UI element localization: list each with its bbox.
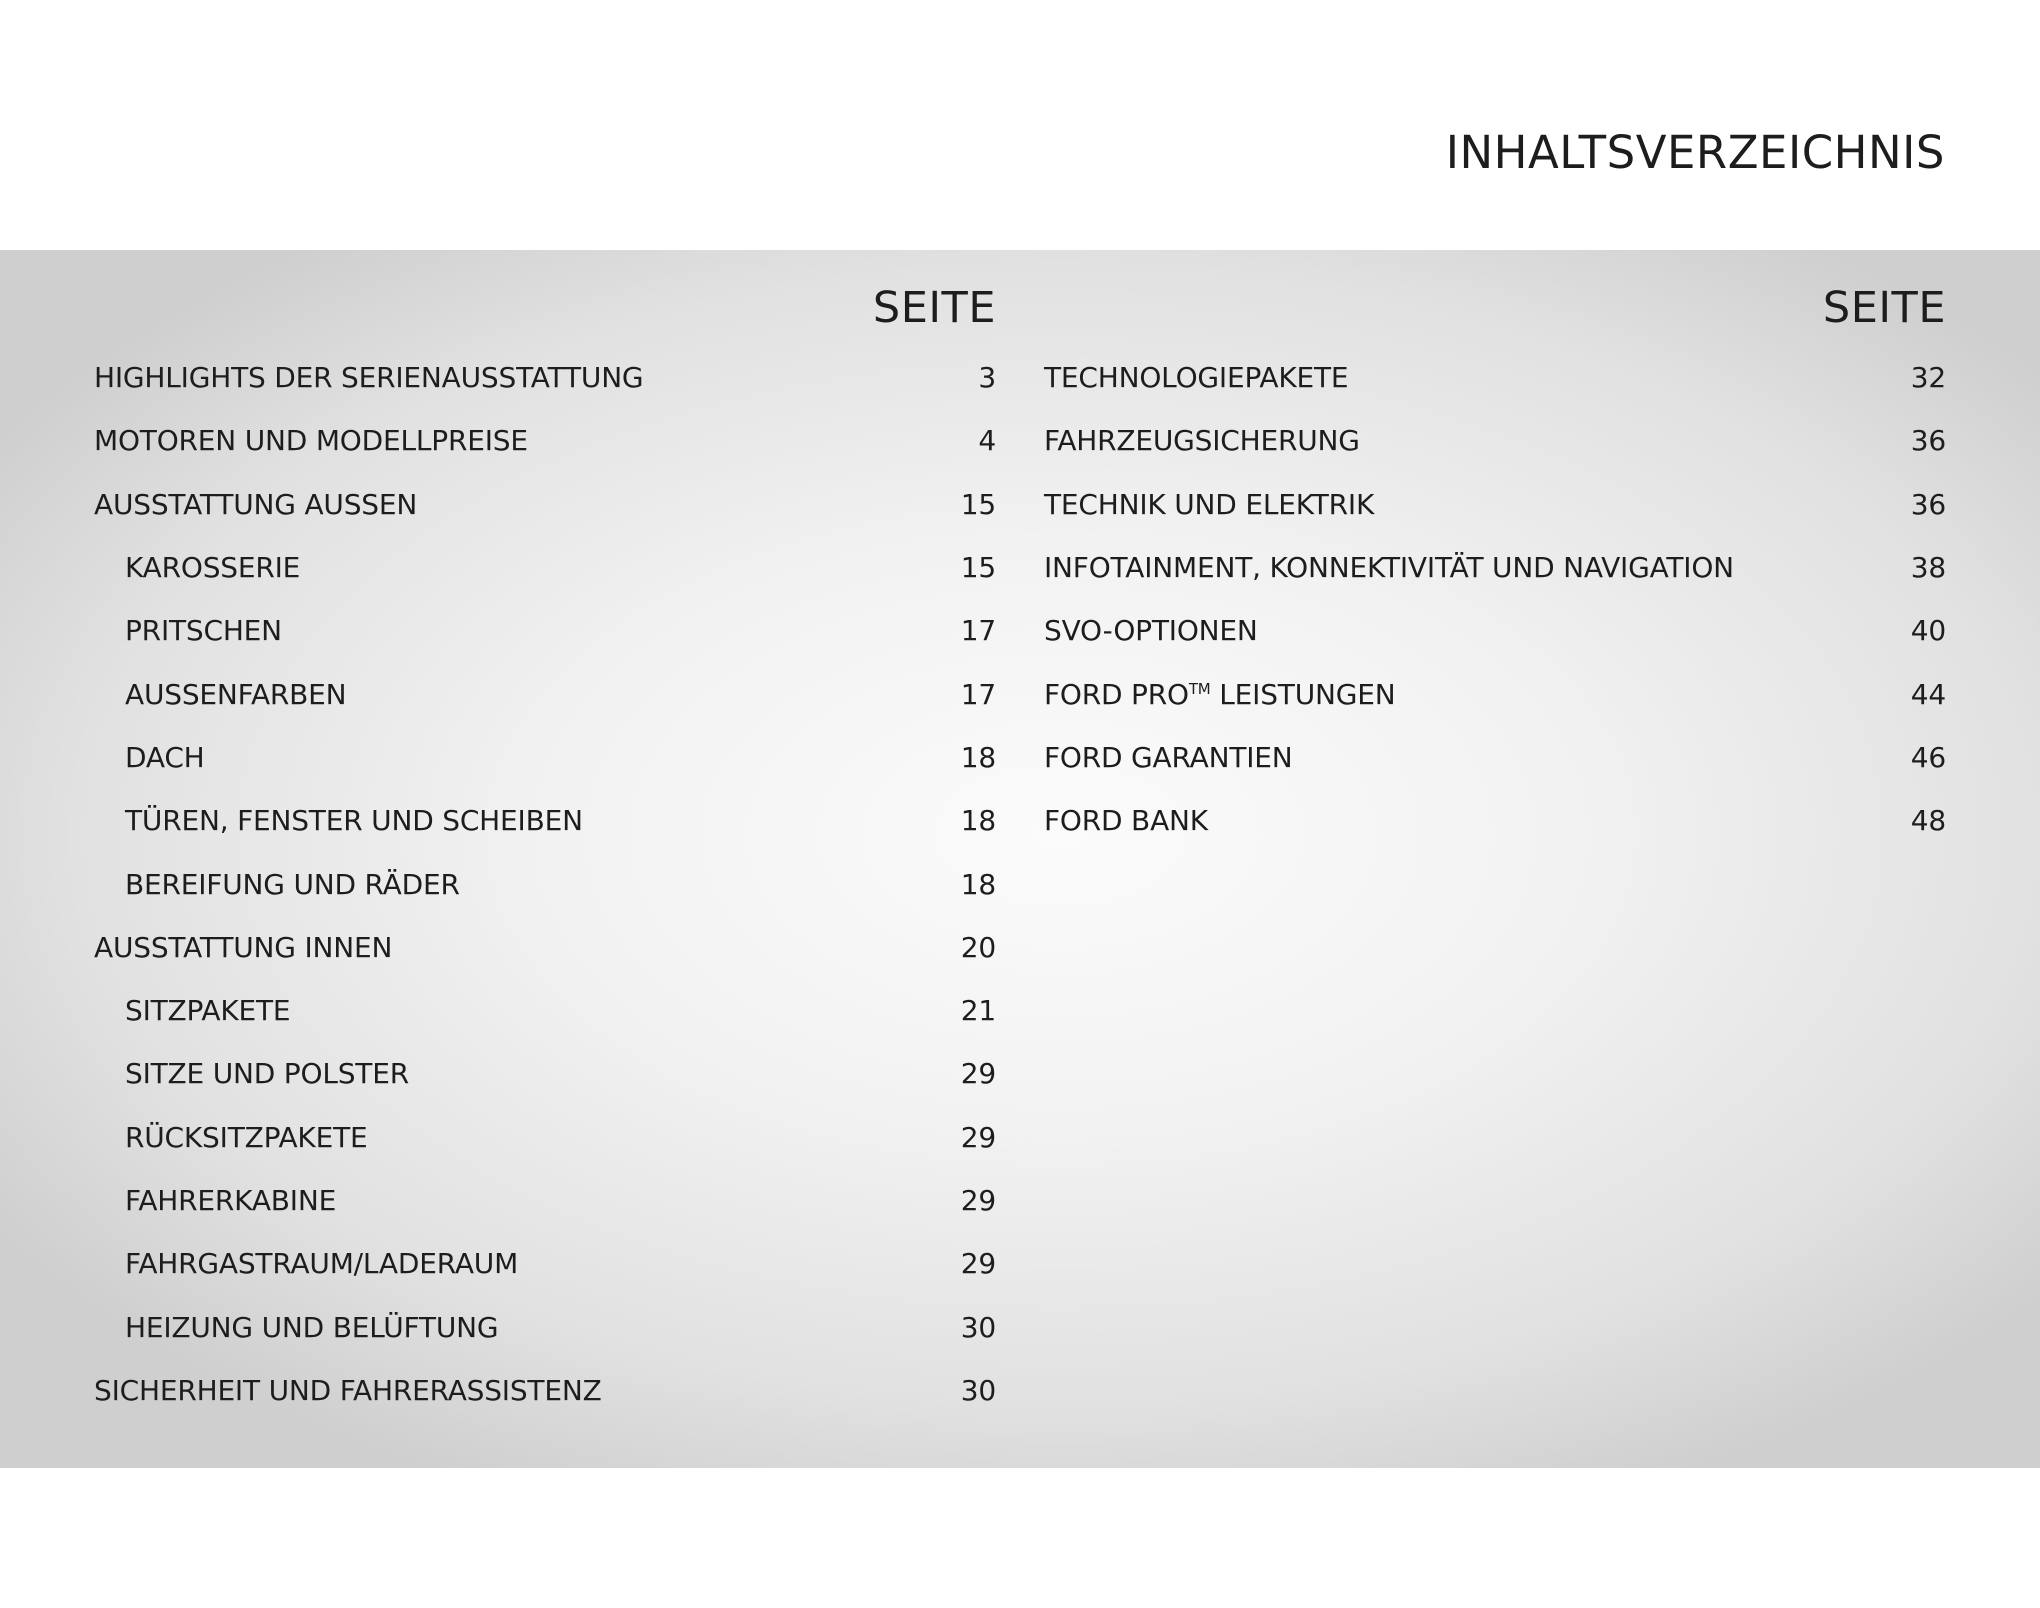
- toc-entry[interactable]: [94, 346, 996, 409]
- toc-entry-label-text: PRITSCHEN: [125, 614, 282, 648]
- toc-entry-label-text: TÜREN, FENSTER UND SCHEIBEN: [125, 804, 583, 838]
- toc-entry-label-text: FORD BANK: [1044, 804, 1208, 838]
- toc-entry[interactable]: [94, 789, 996, 852]
- toc-entry-label-text: BEREIFUNG UND RÄDER: [125, 867, 460, 901]
- toc-panel: [0, 250, 2040, 1468]
- toc-entry-label: [94, 551, 300, 584]
- page-column-header: SEITE: [1822, 283, 1946, 333]
- toc-entry-label-suffix: LEISTUNGEN: [1210, 677, 1396, 711]
- toc-entry-page-number: 29: [960, 1120, 996, 1154]
- page-column-header: SEITE: [872, 283, 996, 333]
- toc-entry-label: [94, 931, 392, 964]
- toc-entry-label: [94, 361, 643, 394]
- toc-entry[interactable]: [94, 1359, 996, 1422]
- toc-entry-label: [1044, 678, 1395, 711]
- toc-entry-page-number: 32: [1910, 361, 1946, 395]
- toc-list-left: [94, 346, 996, 1422]
- toc-entry-page-number: 17: [960, 614, 996, 648]
- toc-entry[interactable]: [94, 1295, 996, 1358]
- toc-entry[interactable]: [94, 979, 996, 1042]
- toc-entry-label-text: TECHNOLOGIEPAKETE: [1044, 361, 1349, 395]
- toc-entry[interactable]: [94, 599, 996, 662]
- toc-entry-label-text: RÜCKSITZPAKETE: [125, 1120, 368, 1154]
- toc-entry-label: [94, 1057, 409, 1090]
- toc-entry-page-number: 15: [960, 487, 996, 521]
- toc-entry[interactable]: [94, 726, 996, 789]
- toc-entry-page-number: 29: [960, 1247, 996, 1281]
- toc-entry-page-number: 38: [1910, 551, 1946, 585]
- toc-entry-label-text: AUSSENFARBEN: [125, 677, 347, 711]
- toc-entry[interactable]: [94, 1042, 996, 1105]
- toc-entry-page-number: 40: [1910, 614, 1946, 648]
- toc-entry-label: [94, 1311, 498, 1344]
- toc-entry-page-number: 36: [1910, 424, 1946, 458]
- toc-entry-page-number: 21: [960, 994, 996, 1028]
- toc-entry-page-number: 3: [978, 361, 996, 395]
- toc-entry[interactable]: [1044, 599, 1946, 662]
- toc-entry-label-text: DACH: [125, 740, 205, 774]
- toc-entry[interactable]: [94, 1232, 996, 1295]
- toc-entry-label: [94, 424, 528, 457]
- toc-entry-label: [94, 1184, 336, 1217]
- toc-entry-page-number: 18: [960, 804, 996, 838]
- toc-entry-label: [1044, 614, 1258, 647]
- toc-entry[interactable]: [94, 409, 996, 472]
- toc-entry[interactable]: [1044, 346, 1946, 409]
- toc-entry-label: [94, 488, 417, 521]
- toc-entry-label: [1044, 804, 1208, 837]
- toc-entry[interactable]: [94, 852, 996, 915]
- toc-entry[interactable]: [1044, 662, 1946, 725]
- toc-entry-label: [94, 741, 205, 774]
- toc-entry[interactable]: [1044, 473, 1946, 536]
- toc-entry-page-number: 18: [960, 740, 996, 774]
- toc-entry-label-text: AUSSTATTUNG INNEN: [94, 930, 393, 964]
- toc-entry-label: [94, 614, 282, 647]
- toc-entry-page-number: 17: [960, 677, 996, 711]
- toc-entry[interactable]: [94, 473, 996, 536]
- trademark-superscript: TM: [1188, 679, 1211, 698]
- toc-list-right: [1044, 346, 1946, 852]
- toc-entry-label-text: SITZPAKETE: [125, 994, 291, 1028]
- toc-entry-label-text: SVO-OPTIONEN: [1044, 614, 1258, 648]
- toc-entry-label-text: TECHNIK UND ELEKTRIK: [1044, 487, 1375, 521]
- toc-entry-label-text: FORD PRO: [1044, 677, 1189, 711]
- toc-entry-label-text: SICHERHEIT UND FAHRERASSISTENZ: [94, 1373, 602, 1407]
- toc-entry-label-text: KAROSSERIE: [125, 551, 301, 585]
- toc-entry-label: [1044, 488, 1374, 521]
- toc-entry-page-number: 36: [1910, 487, 1946, 521]
- toc-entry-label: [1044, 741, 1293, 774]
- toc-entry-page-number: 29: [960, 1184, 996, 1217]
- toc-entry[interactable]: [94, 662, 996, 725]
- toc-entry[interactable]: [1044, 536, 1946, 599]
- toc-entry[interactable]: [1044, 726, 1946, 789]
- toc-entry[interactable]: [94, 1106, 996, 1169]
- toc-entry-page-number: 4: [978, 424, 996, 458]
- toc-entry-label-text: MOTOREN UND MODELLPREISE: [94, 424, 528, 458]
- toc-entry-label-text: SITZE UND POLSTER: [125, 1057, 409, 1091]
- toc-entry-page-number: 15: [960, 551, 996, 585]
- toc-entry-label-text: FAHRERKABINE: [125, 1184, 337, 1217]
- toc-entry-label: [94, 1247, 518, 1280]
- toc-entry-page-number: 30: [960, 1373, 996, 1407]
- toc-entry-label: [94, 868, 460, 901]
- toc-entry-label-text: FAHRGASTRAUM/LADERAUM: [125, 1247, 519, 1281]
- toc-entry-page-number: 44: [1910, 677, 1946, 711]
- toc-entry-page-number: 48: [1910, 804, 1946, 838]
- toc-entry[interactable]: [94, 536, 996, 599]
- toc-entry[interactable]: [94, 1169, 996, 1232]
- toc-entry[interactable]: [1044, 789, 1946, 852]
- toc-entry-label-text: INFOTAINMENT, KONNEKTIVITÄT UND NAVIGATION: [1044, 551, 1734, 585]
- toc-entry[interactable]: [1044, 409, 1946, 472]
- toc-entry-page-number: 46: [1910, 740, 1946, 774]
- toc-entry-label: [94, 1121, 367, 1154]
- toc-entry-label-text: FORD GARANTIEN: [1044, 740, 1293, 774]
- toc-entry-label: [94, 678, 346, 711]
- toc-entry-label: [1044, 361, 1348, 394]
- toc-entry-label-text: HEIZUNG UND BELÜFTUNG: [125, 1310, 499, 1344]
- toc-entry-label: [94, 1374, 602, 1407]
- page-title: INHALTSVERZEICHNIS: [1445, 126, 1945, 179]
- toc-entry[interactable]: [94, 916, 996, 979]
- toc-entry-label-text: HIGHLIGHTS DER SERIENAUSSTATTUNG: [94, 361, 644, 395]
- toc-entry-page-number: 20: [960, 930, 996, 964]
- toc-entry-label-text: FAHRZEUGSICHERUNG: [1044, 424, 1360, 458]
- toc-entry-page-number: 29: [960, 1057, 996, 1091]
- toc-entry-label: [94, 804, 583, 837]
- toc-entry-label: [94, 994, 290, 1027]
- toc-entry-page-number: 18: [960, 867, 996, 901]
- toc-entry-label: [1044, 551, 1734, 584]
- toc-entry-label-text: AUSSTATTUNG AUSSEN: [94, 487, 418, 521]
- toc-entry-page-number: 30: [960, 1310, 996, 1344]
- toc-entry-label: [1044, 424, 1360, 457]
